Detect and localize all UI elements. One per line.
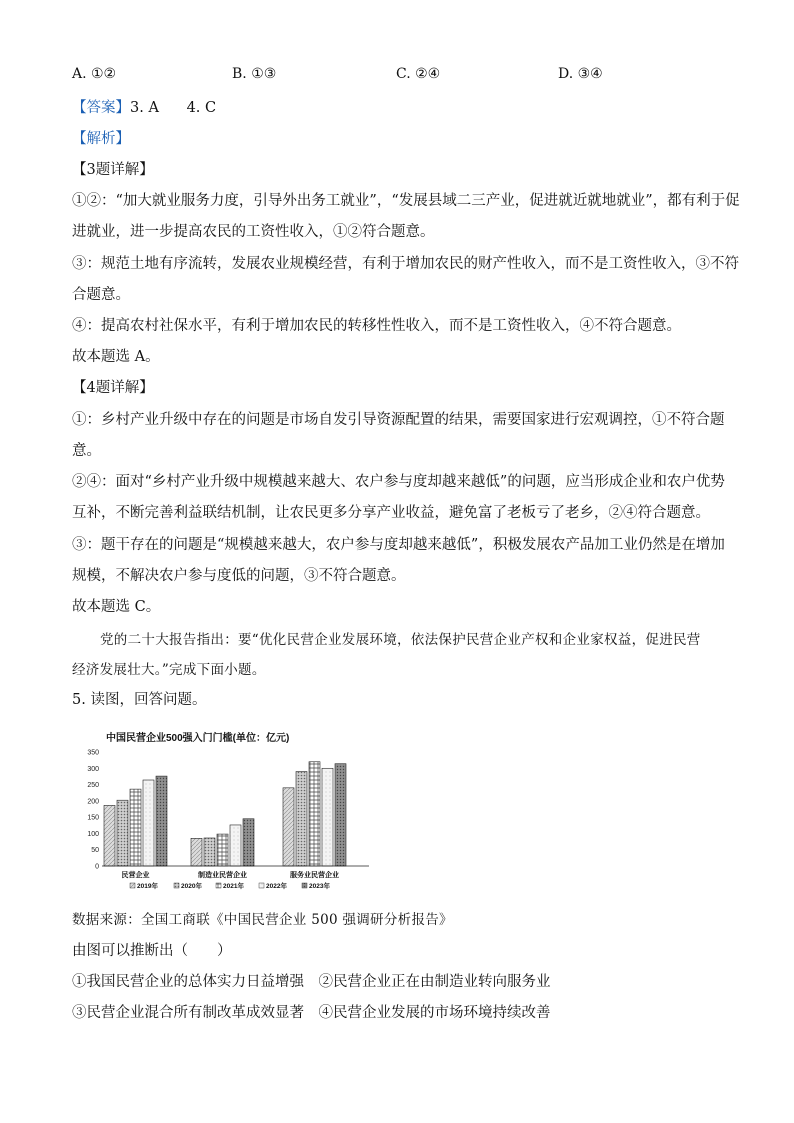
legend-swatch (216, 883, 221, 888)
q5-stem: 5. 读图，回答问题。 (72, 692, 207, 708)
q3-conclusion: 故本题选 A。 (72, 349, 160, 365)
bar (309, 762, 320, 866)
bar (130, 789, 141, 866)
bar (322, 768, 333, 866)
y-tick-label: 0 (95, 863, 99, 871)
q3-para2-line1: ③：规范土地有序流转，发展农业规模经营，有利于增加农民的财产性收入，而不是工资性收入，③不符 (72, 256, 739, 272)
answer-text: 3. A 4. C (130, 100, 217, 116)
answer-line (72, 98, 216, 118)
bar-group (104, 762, 346, 866)
q4-heading: 【4题详解】 (72, 380, 154, 396)
q5-options-line1: ①我国民营企业的总体实力日益增强 ②民营企业正在由制造业转向服务业 (72, 974, 551, 990)
q5-source: 数据来源：全国工商联《中国民营企业 500 强调研分析报告》 (72, 912, 453, 928)
legend-swatch (302, 883, 307, 888)
threshold-bar-chart (84, 726, 384, 896)
intro-line1: 党的二十大报告指出：要“优化民营企业发展环境，依法保护民营企业产权和企业家权益，促进民营 (100, 632, 701, 648)
q4-para2-line1: ②④：面对“乡村产业升级中规模越来越大、农户参与度却越来越低”的问题，应当形成企业和农户优势 (72, 474, 725, 490)
legend-label: 2021年 (223, 883, 244, 890)
y-tick-label: 100 (87, 830, 99, 838)
option-c: C. ②④ (396, 66, 441, 82)
q4-para2-line2: 互补，不断完善利益联结机制，让农民更多分享产业收益，避免富了老板亏了老乡，②④符合题意。 (72, 505, 710, 521)
y-tick-label: 250 (87, 782, 99, 790)
q4-para3-line2: 规模，不解决农户参与度低的问题，③不符合题意。 (72, 568, 406, 584)
legend-label: 2022年 (266, 883, 287, 890)
legend-label: 2019年 (137, 883, 158, 890)
x-tick-label: 服务业民营企业 (290, 872, 339, 879)
q4-para1-line2: 意。 (72, 443, 101, 459)
legend-swatch (259, 883, 264, 888)
bar (283, 788, 294, 866)
x-tick-label: 制造业民营企业 (198, 872, 247, 879)
bar (230, 825, 241, 866)
y-tick-label: 300 (87, 765, 99, 773)
q5-options-line2: ③民营企业混合所有制改革成效显著 ④民营企业发展的市场环境持续改善 (72, 1005, 551, 1021)
answer-tag: 【答案】 (72, 100, 130, 116)
bar (143, 780, 154, 866)
bar (191, 838, 202, 866)
q3-para2-line2: 合题意。 (72, 287, 130, 303)
y-tick-label: 350 (87, 749, 99, 757)
bar (296, 772, 307, 866)
x-tick-label: 民营企业 (121, 872, 150, 879)
bar (104, 805, 115, 866)
legend-label: 2023年 (309, 883, 330, 890)
bar (117, 800, 128, 866)
y-tick-label: 200 (87, 798, 99, 806)
q3-para3-line1: ④：提高农村社保水平，有利于增加农民的转移性性收入，而不是工资性收入，④不符合题意。 (72, 318, 681, 334)
y-axis (87, 750, 99, 871)
q4-para1-line1: ①：乡村产业升级中存在的问题是市场自发引导资源配置的结果，需要国家进行宏观调控，①不符合题 (72, 412, 725, 428)
legend-swatch (174, 883, 179, 888)
y-tick-label: 150 (87, 814, 99, 822)
q4-para3-line1: ③：题干存在的问题是“规模越来越大，农户参与度却越来越低”，积极发展农产品加工业仍然是在增加 (72, 537, 725, 553)
q4-conclusion: 故本题选 C。 (72, 599, 161, 615)
bar (335, 764, 346, 866)
y-tick-label: 50 (91, 847, 99, 855)
legend-label: 2020年 (181, 883, 202, 890)
q3-para1-line1: ①②：“加大就业服务力度，引导外出务工就业”，“发展县域二三产业，促进就近就地就业”，都有利于促 (72, 193, 740, 209)
bar (217, 834, 228, 866)
q3-para1-line2: 进就业，进一步提高农民的工资性收入，①②符合题意。 (72, 224, 435, 240)
option-d: D. ③④ (558, 66, 603, 82)
intro-line2: 经济发展壮大。”完成下面小题。 (72, 662, 266, 678)
option-a: A. ①② (72, 66, 117, 82)
legend (130, 881, 330, 890)
chart-title: 中国民营企业500强入门门槛(单位：亿元) (106, 733, 290, 744)
legend-swatch (130, 883, 135, 888)
bar (156, 776, 167, 866)
option-b: B. ①③ (232, 66, 277, 82)
analysis-line (72, 129, 130, 149)
bar (204, 838, 215, 866)
bar (243, 819, 254, 866)
q5-question: 由图可以推断出（ ） (72, 943, 232, 959)
q3-heading: 【3题详解】 (72, 162, 154, 178)
analysis-tag: 【解析】 (72, 131, 130, 147)
x-axis (102, 866, 369, 879)
